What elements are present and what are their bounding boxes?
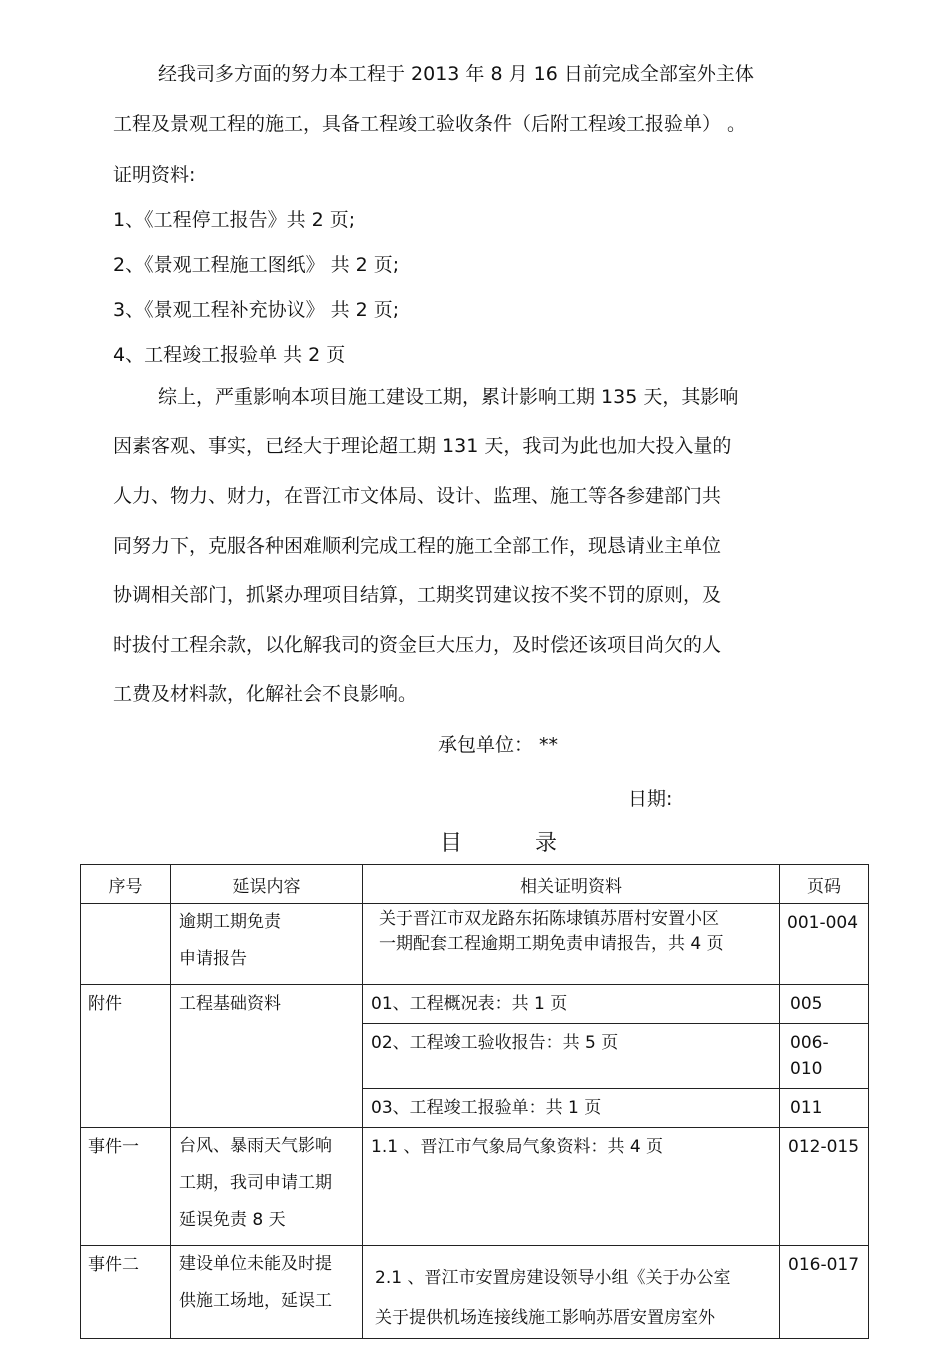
- table-row: [81, 985, 869, 1024]
- attach-page-text: 006-010: [790, 1033, 829, 1079]
- row1-evidence: [363, 904, 780, 985]
- event1-content-line: 工期，我司申请工期: [179, 1173, 332, 1193]
- event1-evidence-text: 1.1 、晋江市气象局气象资料：共 4 页: [371, 1137, 664, 1157]
- attach-page-text: 011: [790, 1098, 823, 1118]
- row1-evidence-line: 关于晋江市双龙路东拓陈埭镇苏厝村安置小区: [379, 909, 719, 929]
- attach-seq-text: 附件: [88, 994, 122, 1014]
- body-paragraph-2-line: 同努力下，克服各种困难顺利完成工程的施工全部工作，现恳请业主单位: [113, 535, 722, 557]
- event1-evidence: [363, 1128, 780, 1246]
- event1-page-text: 012-015: [788, 1137, 860, 1157]
- event1-seq: [81, 1128, 171, 1246]
- event2-content-line: 供施工场地，延误工: [179, 1291, 332, 1311]
- attach-seq: [81, 985, 171, 1128]
- row1-page: [780, 904, 869, 985]
- attach-content-text: 工程基础资料: [179, 994, 281, 1014]
- row1-seq: [81, 904, 171, 985]
- header-content: 延误内容: [171, 865, 363, 904]
- body-paragraph-2-line: 因素客观、事实，已经大于理论超工期 131 天，我司为此也加大投入量的: [113, 435, 732, 457]
- attach-evidence-text: 02、工程竣工验收报告：共 5 页: [371, 1033, 619, 1053]
- event2-seq: [81, 1246, 171, 1339]
- table-row: [81, 1246, 869, 1339]
- body-paragraph-2-line: 人力、物力、财力，在晋江市文体局、设计、监理、施工等各参建部门共: [113, 485, 722, 507]
- evidence-item: 3、《景观工程补充协议》 共 2 页;: [113, 299, 400, 321]
- body-paragraph-2-line: 综上，严重影响本项目施工建设工期，累计影响工期 135 天，其影响: [158, 386, 739, 408]
- attach-content: [171, 985, 363, 1128]
- event2-page: [780, 1246, 869, 1339]
- row1-page-text: 001-004: [787, 913, 859, 933]
- table-row: [81, 904, 869, 985]
- body-paragraph-2-line: 工费及材料款，化解社会不良影响。: [113, 683, 418, 705]
- attach-page: [780, 985, 869, 1024]
- event1-seq-text: 事件一: [88, 1137, 139, 1157]
- body-paragraph-1-line-2: 工程及景观工程的施工，具备工程竣工验收条件（后附工程竣工报验单） 。: [113, 113, 747, 135]
- toc-header-row: [81, 865, 869, 904]
- row1-content-line: 逾期工期免责: [179, 912, 281, 932]
- attach-page: [780, 1089, 869, 1128]
- event2-evidence-line: 关于提供机场连接线施工影响苏厝安置房室外: [375, 1308, 715, 1328]
- event2-page-text: 016-017: [788, 1255, 860, 1275]
- contractor-signature: 承包单位： **: [438, 734, 559, 756]
- attach-page-text: 005: [790, 994, 823, 1014]
- evidence-item: 2、《景观工程施工图纸》 共 2 页;: [113, 254, 400, 276]
- toc-title-char-1: 目: [440, 831, 463, 856]
- event1-page: [780, 1128, 869, 1246]
- attach-evidence: [363, 1089, 780, 1128]
- attach-evidence: [363, 985, 780, 1024]
- row1-content-line: 申请报告: [179, 949, 247, 969]
- header-evidence: 相关证明资料: [363, 865, 780, 904]
- evidence-heading: 证明资料:: [113, 164, 196, 186]
- attach-evidence-text: 01、工程概况表：共 1 页: [371, 994, 568, 1014]
- body-paragraph-1-line-1: 经我司多方面的努力本工程于 2013 年 8 月 16 日前完成全部室外主体: [158, 63, 754, 85]
- header-seq: 序号: [81, 865, 171, 904]
- event1-content-line: 台风、暴雨天气影响: [179, 1136, 332, 1156]
- row1-content: [171, 904, 363, 985]
- header-page: 页码: [780, 865, 869, 904]
- event1-content: [171, 1128, 363, 1246]
- event2-evidence: [363, 1246, 780, 1339]
- attach-evidence-text: 03、工程竣工报验单：共 1 页: [371, 1098, 602, 1118]
- toc-title-char-2: 录: [535, 831, 558, 856]
- event2-evidence-line: 2.1 、晋江市安置房建设领导小组《关于办公室: [375, 1268, 731, 1288]
- attach-page: [780, 1024, 869, 1089]
- evidence-item: 1、《工程停工报告》共 2 页;: [113, 209, 356, 231]
- event1-content-line: 延误免责 8 天: [179, 1210, 286, 1230]
- body-paragraph-2-line: 协调相关部门，抓紧办理项目结算，工期奖罚建议按不奖不罚的原则，及: [113, 584, 722, 606]
- evidence-item: 4、工程竣工报验单 共 2 页: [113, 344, 346, 366]
- attach-evidence: [363, 1024, 780, 1089]
- event2-seq-text: 事件二: [88, 1255, 139, 1275]
- date-label: 日期:: [628, 788, 673, 810]
- event2-content: [171, 1246, 363, 1339]
- row1-evidence-line: 一期配套工程逾期工期免责申请报告，共 4 页: [379, 934, 724, 954]
- table-row: [81, 1128, 869, 1246]
- body-paragraph-2-line: 时拔付工程余款，以化解我司的资金巨大压力，及时偿还该项目尚欠的人: [113, 634, 722, 656]
- toc-table: [80, 864, 869, 1339]
- event2-content-line: 建设单位未能及时提: [179, 1254, 332, 1274]
